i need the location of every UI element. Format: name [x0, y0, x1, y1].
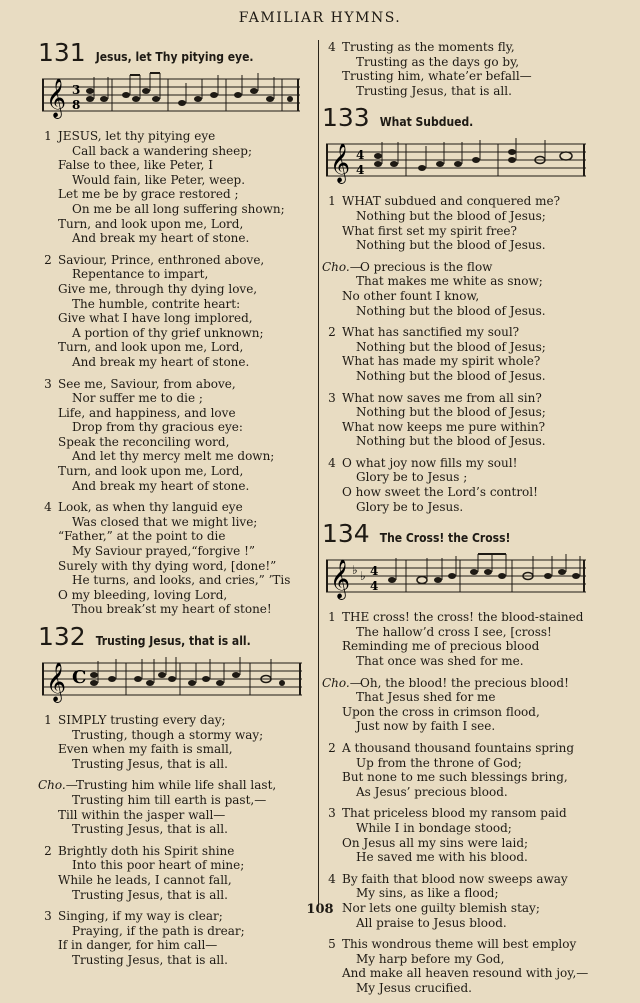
verse-line-text: Turn, and look upon me, Lord, [58, 464, 244, 479]
svg-text:8: 8 [72, 98, 81, 112]
verse-line-text: Nothing but the blood of Jesus. [356, 238, 546, 253]
verse [322, 325, 604, 383]
music-staff-icon [42, 69, 302, 123]
verse-line-text: My harp before my God, [356, 951, 505, 966]
verse-line-text: Till within the jasper wall— [58, 807, 226, 822]
verse-number: 1 [44, 713, 52, 727]
page-header: FAMILIAR HYMNS. [238, 10, 402, 26]
verse-line-text: Singing, if my way is clear; [58, 909, 223, 924]
hymn-number: 133 [322, 103, 370, 133]
verse-line-text: O precious is the flow [360, 259, 493, 274]
verse-line [38, 202, 316, 217]
verse-line-text: As Jesus’ precious blood. [356, 784, 508, 799]
verse-line [322, 850, 604, 865]
verse-line [322, 405, 604, 420]
chorus-label: Cho.— [322, 675, 362, 690]
right-column [322, 40, 604, 1003]
verse-line-text: Trusting him till earth is past,— [72, 792, 267, 807]
hymn-title: Jesus, let Thy pitying eye. [95, 50, 254, 64]
verse-line [322, 625, 604, 640]
verse-line-text: That once was shed for me. [356, 654, 524, 669]
svg-text:𝄞: 𝄞 [330, 143, 351, 184]
verse-line-text: Trusting him, whate’er befall— [342, 69, 532, 84]
verse [38, 377, 316, 494]
verse-line-text: Give what I have long implored, [58, 311, 253, 326]
verse-line [322, 209, 604, 224]
verse-line-text: Just now by faith I see. [356, 719, 496, 734]
hymn-title: Trusting Jesus, that is all. [95, 634, 251, 648]
verse [322, 194, 604, 252]
hymn-title: What Subdued. [379, 115, 474, 130]
verse-line [38, 858, 316, 873]
verse-line-text: Glory be to Jesus ; [356, 470, 468, 485]
verse-line [322, 69, 604, 84]
verse-line-text: Oh, the blood! the precious blood! [360, 675, 569, 690]
verse-line [38, 311, 316, 326]
verse-line [38, 713, 316, 728]
verse-line [322, 369, 604, 384]
verse-line-text: He turns, and looks, and cries,” ’Tis [72, 573, 291, 588]
verse-line [38, 420, 316, 435]
verse-line-text: On me be all long suffering shown; [72, 201, 285, 216]
verse-line-text: What has sanctified my soul? [342, 325, 520, 340]
verse-line-text: But none to me such blessings bring, [342, 770, 568, 785]
verse-line-text: False to thee, like Peter, I [58, 158, 214, 173]
verse-line [322, 194, 604, 209]
verse-line-text: O what joy now fills my soul! [342, 455, 518, 470]
verse-line-text: Nothing but the blood of Jesus; [356, 339, 546, 354]
verse [38, 909, 316, 967]
verse-line-text: What first set my spirit free? [342, 223, 517, 238]
verse-line [38, 559, 316, 574]
svg-text:♭: ♭ [360, 569, 366, 584]
verse-number: 2 [328, 325, 336, 340]
verse-line-text: Drop from thy gracious eye: [72, 420, 243, 435]
verse [38, 129, 316, 246]
verse-line [38, 479, 316, 494]
chorus [38, 778, 316, 836]
verse-line [322, 719, 604, 734]
verse-line [322, 260, 604, 275]
verse-line-text: Thou break’st my heart of stone! [72, 602, 272, 617]
verse-line [38, 217, 316, 232]
verse-line [38, 297, 316, 312]
verse-line-text: Was closed that we might live; [72, 514, 258, 529]
verse-line-text: Give me, through thy dying love, [58, 281, 258, 296]
verse-line [38, 844, 316, 859]
verse-line-text: That priceless blood my ransom paid [342, 806, 567, 821]
verse-line-text: Glory be to Jesus. [356, 499, 464, 514]
svg-text:4: 4 [356, 163, 365, 178]
verse-number: 3 [328, 390, 336, 405]
verse-line-text: Saviour, Prince, enthroned above, [58, 252, 265, 267]
verse-number: 4 [328, 871, 336, 886]
verse-number: 3 [44, 909, 52, 924]
column-divider [318, 40, 319, 906]
verse-line [322, 55, 604, 70]
verse-number: 3 [328, 806, 336, 821]
verse-line-text: Praying, if the path is drear; [72, 923, 245, 938]
verse-line [322, 654, 604, 669]
verse-line [38, 187, 316, 202]
verse-line-text: Trusting, though a stormy way; [72, 727, 264, 742]
verse-line-text: Reminding me of precious blood [342, 639, 540, 654]
chorus [322, 676, 604, 734]
verse-line-text: Repentance to impart, [72, 267, 209, 282]
svg-text:𝄞: 𝄞 [46, 78, 67, 118]
verse-line-text: Speak the reconciling word, [58, 434, 230, 449]
hymn-131-verses [38, 129, 316, 617]
verse-line [322, 434, 604, 449]
hymn-134-verses [322, 610, 604, 995]
verse-line [38, 873, 316, 888]
verse-line [322, 770, 604, 785]
verse-line [322, 639, 604, 654]
verse-line-text: Surely with thy dying word, [done!” [58, 558, 277, 573]
verse-line [322, 952, 604, 967]
verse-line [322, 610, 604, 625]
verse-line [322, 756, 604, 771]
verse-line [322, 325, 604, 340]
verse-line [322, 785, 604, 800]
verse-line-text: And break my heart of stone. [72, 478, 250, 493]
page-number: 108 [306, 902, 334, 917]
verse-line [38, 282, 316, 297]
verse-line-text: Trusting Jesus, that is all. [72, 822, 228, 837]
verse-line [38, 144, 316, 159]
verse-number: 2 [328, 741, 336, 755]
verse-line-text: Trusting Jesus, that is all. [72, 952, 228, 967]
verse-line-text: Turn, and look upon me, Lord, [58, 216, 244, 231]
verse-line [38, 173, 316, 188]
hymn-number: 134 [322, 519, 370, 549]
verse [322, 40, 604, 98]
left-column [38, 40, 316, 975]
verse-line-text: Nothing but the blood of Jesus. [356, 434, 546, 449]
verse-line-text: If in danger, for him call— [58, 938, 218, 953]
verse-line [322, 224, 604, 239]
svg-text:𝄞: 𝄞 [330, 559, 351, 600]
verse-line [322, 872, 604, 887]
verse [38, 713, 316, 771]
verse-line [38, 742, 316, 757]
verse-line [38, 231, 316, 246]
verse-number: 4 [44, 500, 52, 515]
verse-number: 4 [328, 455, 336, 470]
hymn-133 [322, 105, 604, 514]
music-staff-icon [326, 550, 588, 604]
verse-line [322, 981, 604, 996]
chorus [322, 260, 604, 318]
verse [38, 500, 316, 617]
verse-line [38, 602, 316, 617]
verse-line-text: My Saviour prayed,“forgive !” [72, 544, 256, 559]
verse-line [38, 340, 316, 355]
verse-line [38, 267, 316, 282]
verse-line [38, 888, 316, 903]
verse-line [322, 705, 604, 720]
verse-line [322, 836, 604, 851]
verse-line-text: Let me be by grace restored ; [58, 187, 239, 202]
verse-line-text: And let thy mercy melt me down; [72, 449, 275, 464]
verse-line-text: Trusting as the moments fly, [342, 40, 515, 54]
verse-line-text: Trusting Jesus, that is all. [356, 83, 512, 98]
verse-line [322, 741, 604, 756]
verse-line-text: THE cross! the cross! the blood-stained [342, 610, 584, 625]
verse [322, 872, 604, 930]
verse-line [322, 420, 604, 435]
verse-line-text: Look, as when thy languid eye [58, 500, 243, 515]
verse-line [38, 500, 316, 515]
music-staff-icon [42, 653, 304, 707]
verse-line-text: That makes me white as snow; [356, 274, 543, 289]
hymn-132-continued [322, 40, 604, 98]
verse-line-text: Brightly doth his Spirit shine [58, 843, 235, 858]
verse-line-text: While I in bondage stood; [356, 820, 512, 835]
verse [38, 844, 316, 902]
verse-line [38, 515, 316, 530]
verse-line-text: Turn, and look upon me, Lord, [58, 340, 244, 355]
verse-line [38, 808, 316, 823]
music-staff-icon [326, 134, 588, 188]
verse-line [38, 464, 316, 479]
verse-line [38, 573, 316, 588]
verse-line-text: The humble, contrite heart: [72, 296, 241, 311]
verse-line-text: The hallow’d cross I see, [cross! [356, 624, 552, 639]
verse-line-text: Nothing but the blood of Jesus; [356, 405, 546, 420]
verse-number: 1 [328, 610, 336, 625]
verse-line-text: What now saves me from all sin? [342, 390, 542, 405]
verse-line-text: O how sweet the Lord’s control! [342, 485, 538, 500]
verse-line-text: What now keeps me pure within? [342, 419, 546, 434]
verse-line [38, 822, 316, 837]
verse-number: 5 [328, 937, 336, 952]
verse [322, 937, 604, 995]
verse-line-text: And break my heart of stone. [72, 354, 250, 369]
hymn-number: 132 [38, 622, 86, 651]
verse-line [38, 938, 316, 953]
verse-line [38, 377, 316, 392]
verse-line [322, 391, 604, 406]
verse-line [38, 953, 316, 968]
verse-line-text: Even when my faith is small, [58, 742, 233, 757]
verse-line [38, 158, 316, 173]
verse-line-text: Life, and happiness, and love [58, 405, 236, 420]
verse [322, 391, 604, 449]
verse-line [322, 354, 604, 369]
verse-line [322, 916, 604, 931]
verse-line [38, 253, 316, 268]
hymn-heading [38, 624, 316, 649]
verse-line [322, 289, 604, 304]
verse-line-text: Would fain, like Peter, weep. [72, 172, 246, 187]
verse-line-text: “Father,” at the point to die [58, 529, 226, 544]
verse-number: 1 [328, 194, 336, 209]
verse [322, 806, 604, 864]
verse-line-text: See me, Saviour, from above, [58, 376, 236, 391]
svg-text:𝄞: 𝄞 [46, 662, 67, 702]
verse-line [38, 757, 316, 772]
hymn-title: The Cross! the Cross! [379, 531, 511, 546]
verse-line [38, 355, 316, 370]
verse-line [322, 886, 604, 901]
verse-line-text: Nothing but the blood of Jesus; [356, 208, 546, 223]
verse-line [322, 456, 604, 471]
verse-line [322, 470, 604, 485]
verse-line [322, 500, 604, 515]
verse-line [322, 821, 604, 836]
verse-line-text: Trusting Jesus, that is all. [72, 756, 228, 771]
svg-text:3: 3 [72, 83, 81, 97]
verse-line-text: SIMPLY trusting every day; [58, 713, 226, 727]
verse-line-text: A thousand thousand fountains spring [342, 741, 575, 755]
verse-line-text: My Jesus crucified. [356, 980, 472, 995]
verse-line-text: My sins, as like a flood; [356, 886, 499, 901]
verse-line-text: He saved me with his blood. [356, 850, 528, 865]
verse-line [322, 966, 604, 981]
hymn-132-verses [38, 713, 316, 968]
verse-line-text: Upon the cross in crimson flood, [342, 704, 540, 719]
verse-line [322, 40, 604, 55]
verse-line-text: Nor suffer me to die ; [72, 391, 203, 406]
verse-line-text: O my bleeding, loving Lord, [58, 587, 228, 602]
hymn-heading [322, 103, 604, 133]
verse-line-text: No other fount I know, [342, 288, 480, 303]
verse-line-text: All praise to Jesus blood. [356, 915, 507, 930]
verse-line [322, 676, 604, 691]
verse [322, 741, 604, 799]
verse-line [38, 326, 316, 341]
verse-line [322, 238, 604, 253]
verse-line [322, 690, 604, 705]
verse-line-text: Into this poor heart of mine; [72, 858, 245, 873]
verse-line-text: Nor lets one guilty blemish stay; [342, 900, 540, 915]
verse-line-text: A portion of thy grief unknown; [72, 325, 264, 340]
verse-number: 3 [44, 376, 52, 391]
svg-text:4: 4 [370, 564, 379, 579]
verse-line-text: WHAT subdued and conquered me? [342, 194, 561, 209]
hymn-number: 131 [38, 38, 86, 67]
svg-text:C: C [72, 667, 87, 688]
verse [38, 253, 316, 370]
verse-line [38, 391, 316, 406]
verse-line-text: And make all heaven resound with joy,— [342, 966, 589, 981]
verse-line [322, 304, 604, 319]
verse-line-text: Trusting as the days go by, [356, 54, 520, 69]
verse-line [38, 924, 316, 939]
verse-line-text: Up from the throne of God; [356, 755, 522, 770]
verse-line-text: JESUS, let thy pitying eye [58, 129, 216, 143]
verse [322, 610, 604, 668]
chorus-label: Cho.— [38, 778, 78, 793]
verse-line [322, 937, 604, 952]
verse-line [38, 529, 316, 544]
verse-line [38, 435, 316, 450]
verse-line-text: Call back a wandering sheep; [72, 143, 252, 158]
verse-line-text: That Jesus shed for me [356, 690, 496, 705]
verse-line [38, 778, 316, 793]
verse [322, 456, 604, 514]
hymn-heading [322, 519, 604, 549]
hymn-133-verses [322, 194, 604, 514]
hymn-134 [322, 521, 604, 995]
verse-number: 2 [44, 252, 52, 267]
svg-text:4: 4 [356, 148, 365, 163]
verse-line-text: And break my heart of stone. [72, 231, 250, 246]
svg-text:4: 4 [370, 579, 379, 594]
verse-line [38, 728, 316, 743]
verse-line-text: While he leads, I cannot fall, [58, 872, 232, 887]
verse-line-text: Trusting him while life shall last, [76, 778, 277, 793]
svg-text:♭: ♭ [352, 563, 358, 578]
verse-line-text: Nothing but the blood of Jesus. [356, 303, 546, 318]
verse-line-text: What has made my spirit whole? [342, 354, 541, 369]
verse-line [322, 84, 604, 99]
verse-line-text: By faith that blood now sweeps away [342, 871, 568, 886]
verse-line [322, 485, 604, 500]
verse-line [38, 544, 316, 559]
verse-line-text: This wondrous theme will best employ [342, 937, 577, 952]
verse-line-text: Trusting Jesus, that is all. [72, 887, 228, 902]
hymn-heading [38, 40, 316, 65]
verse-line [38, 449, 316, 464]
verse-line [38, 406, 316, 421]
verse-number: 2 [44, 843, 52, 858]
verse-number: 1 [44, 129, 52, 143]
verse-number: 4 [328, 40, 336, 54]
verse-line [322, 274, 604, 289]
verse-line-text: On Jesus all my sins were laid; [342, 835, 529, 850]
verse-line [38, 588, 316, 603]
verse-line [322, 806, 604, 821]
hymn-131 [38, 40, 316, 617]
verse-line [322, 340, 604, 355]
chorus-label: Cho.— [322, 259, 362, 274]
verse-line-text: Nothing but the blood of Jesus. [356, 368, 546, 383]
verse-line [38, 129, 316, 144]
verse-line [38, 793, 316, 808]
